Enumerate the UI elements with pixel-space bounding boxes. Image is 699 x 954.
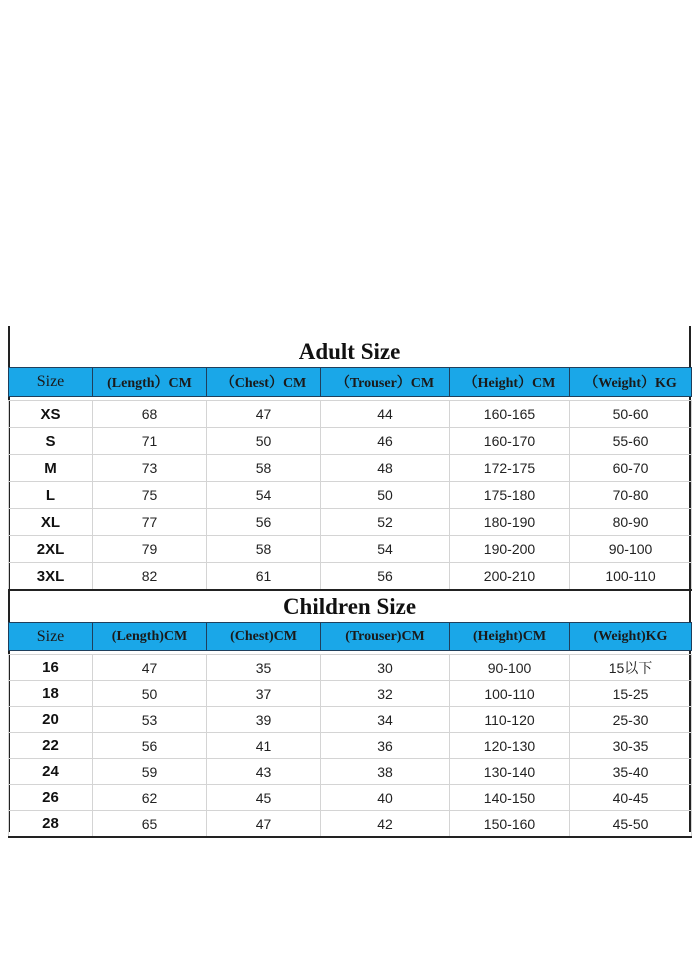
children-header-cell: (Trouser)CM — [321, 623, 450, 651]
children-header-cell: (Weight)KG — [570, 623, 692, 651]
measurement-cell: 73 — [93, 455, 207, 482]
adult-size-title: Adult Size — [298, 339, 401, 364]
measurement-cell: 54 — [321, 536, 450, 563]
measurement-cell: 15以下 — [570, 655, 692, 681]
measurement-cell: 75 — [93, 482, 207, 509]
measurement-cell: 160-165 — [450, 401, 570, 428]
size-label-cell: 2XL — [9, 536, 93, 563]
measurement-cell: 90-100 — [450, 655, 570, 681]
table-row — [9, 482, 692, 509]
measurement-cell: 50 — [93, 681, 207, 707]
measurement-cell: 40 — [321, 785, 450, 811]
table-row — [9, 655, 692, 681]
children-header-cell: (Chest)CM — [207, 623, 321, 651]
table-row — [9, 811, 692, 838]
size-label-cell: 20 — [9, 707, 93, 733]
size-label-cell: 16 — [9, 655, 93, 681]
measurement-cell: 56 — [207, 509, 321, 536]
measurement-cell: 40-45 — [570, 785, 692, 811]
size-label-cell: L — [9, 482, 93, 509]
measurement-cell: 35-40 — [570, 759, 692, 785]
size-chart — [8, 326, 691, 832]
measurement-cell: 53 — [93, 707, 207, 733]
measurement-cell: 50-60 — [570, 401, 692, 428]
adult-header-cell: （Weight）KG — [570, 368, 692, 397]
measurement-cell: 61 — [207, 563, 321, 591]
measurement-cell: 58 — [207, 455, 321, 482]
measurement-cell: 200-210 — [450, 563, 570, 591]
measurement-cell: 25-30 — [570, 707, 692, 733]
table-row — [9, 536, 692, 563]
size-label-cell: XL — [9, 509, 93, 536]
measurement-cell: 82 — [93, 563, 207, 591]
children-size-table — [8, 622, 692, 838]
table-row — [9, 428, 692, 455]
measurement-cell: 100-110 — [450, 681, 570, 707]
adult-header-cell: （Chest）CM — [207, 368, 321, 397]
adult-header-cell: (Length）CM — [93, 368, 207, 397]
table-row — [9, 455, 692, 482]
measurement-cell: 45 — [207, 785, 321, 811]
size-label-cell: 22 — [9, 733, 93, 759]
adult-header-cell: （Trouser）CM — [321, 368, 450, 397]
measurement-cell: 52 — [321, 509, 450, 536]
measurement-cell: 36 — [321, 733, 450, 759]
measurement-cell: 30 — [321, 655, 450, 681]
measurement-cell: 47 — [207, 401, 321, 428]
measurement-cell: 50 — [321, 482, 450, 509]
size-label-cell: 18 — [9, 681, 93, 707]
measurement-cell: 44 — [321, 401, 450, 428]
table-row — [9, 759, 692, 785]
children-header-cell: Size — [9, 623, 93, 651]
measurement-cell: 140-150 — [450, 785, 570, 811]
table-row — [9, 401, 692, 428]
measurement-cell: 130-140 — [450, 759, 570, 785]
measurement-cell: 56 — [321, 563, 450, 591]
measurement-cell: 48 — [321, 455, 450, 482]
children-header-row — [9, 623, 692, 651]
measurement-cell: 160-170 — [450, 428, 570, 455]
measurement-cell: 62 — [93, 785, 207, 811]
measurement-cell: 50 — [207, 428, 321, 455]
measurement-cell: 35 — [207, 655, 321, 681]
measurement-cell: 39 — [207, 707, 321, 733]
measurement-cell: 47 — [207, 811, 321, 838]
table-row — [9, 563, 692, 591]
size-label-cell: M — [9, 455, 93, 482]
measurement-cell: 42 — [321, 811, 450, 838]
measurement-cell: 79 — [93, 536, 207, 563]
size-label-cell: 28 — [9, 811, 93, 838]
measurement-cell: 70-80 — [570, 482, 692, 509]
measurement-cell: 120-130 — [450, 733, 570, 759]
measurement-cell: 55-60 — [570, 428, 692, 455]
measurement-cell: 41 — [207, 733, 321, 759]
measurement-cell: 45-50 — [570, 811, 692, 838]
measurement-cell: 59 — [93, 759, 207, 785]
size-label-cell: 3XL — [9, 563, 93, 591]
measurement-cell: 190-200 — [450, 536, 570, 563]
adult-header-row — [9, 368, 692, 397]
adult-header-cell: Size — [9, 368, 93, 397]
measurement-cell: 150-160 — [450, 811, 570, 838]
measurement-cell: 58 — [207, 536, 321, 563]
adult-header-cell: （Height）CM — [450, 368, 570, 397]
measurement-cell: 180-190 — [450, 509, 570, 536]
table-row — [9, 681, 692, 707]
measurement-cell: 15-25 — [570, 681, 692, 707]
measurement-cell: 80-90 — [570, 509, 692, 536]
size-label-cell: 24 — [9, 759, 93, 785]
measurement-cell: 43 — [207, 759, 321, 785]
measurement-cell: 34 — [321, 707, 450, 733]
measurement-cell: 32 — [321, 681, 450, 707]
size-label-cell: 26 — [9, 785, 93, 811]
children-header-cell: (Length)CM — [93, 623, 207, 651]
measurement-cell: 172-175 — [450, 455, 570, 482]
measurement-cell: 47 — [93, 655, 207, 681]
size-label-cell: XS — [9, 401, 93, 428]
measurement-cell: 175-180 — [450, 482, 570, 509]
measurement-cell: 38 — [321, 759, 450, 785]
adult-size-table — [8, 367, 692, 591]
table-row — [9, 509, 692, 536]
measurement-cell: 46 — [321, 428, 450, 455]
size-label-cell: S — [9, 428, 93, 455]
table-row — [9, 785, 692, 811]
measurement-cell: 68 — [93, 401, 207, 428]
measurement-cell: 90-100 — [570, 536, 692, 563]
measurement-cell: 65 — [93, 811, 207, 838]
measurement-cell: 56 — [93, 733, 207, 759]
measurement-cell: 54 — [207, 482, 321, 509]
measurement-cell: 71 — [93, 428, 207, 455]
measurement-cell: 110-120 — [450, 707, 570, 733]
measurement-cell: 60-70 — [570, 455, 692, 482]
measurement-cell: 37 — [207, 681, 321, 707]
table-row — [9, 733, 692, 759]
measurement-cell: 100-110 — [570, 563, 692, 591]
table-row — [9, 707, 692, 733]
measurement-cell: 77 — [93, 509, 207, 536]
children-header-cell: (Height)CM — [450, 623, 570, 651]
measurement-cell: 30-35 — [570, 733, 692, 759]
children-size-title: Children Size — [282, 594, 417, 619]
